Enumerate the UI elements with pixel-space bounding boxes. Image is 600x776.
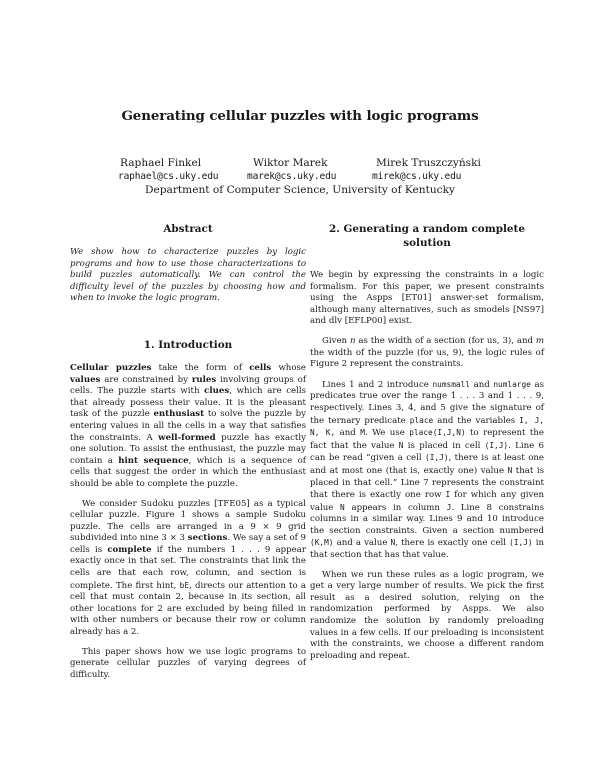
text-run: . Line 8 constrains columns in a similar way. Lines 9 and 10 introduce the section constraints. Given a section numbered <box>310 502 544 536</box>
section2-paragraph-1 <box>310 270 544 328</box>
text-run: if the numbers 1 . . . 9 appear exactly once in that set. The constraints that link the cells are that each row, column, and section is complete. The first hint, <box>70 544 306 591</box>
text-run: and the variables <box>433 415 520 426</box>
bold-term: well-formed <box>158 432 216 443</box>
code-term: N <box>507 465 513 475</box>
text-run: as predicates true over the range 1 . . . 3 and 1 . . . 9, respectively. Lines 3, 4, and 5 give the signature of the ternary predicate <box>310 379 545 426</box>
code-term: I <box>445 490 451 500</box>
bold-term: clues <box>204 386 230 397</box>
text-run: whose <box>271 362 307 373</box>
code-term: numlarge <box>493 379 531 389</box>
abstract-text: We show how to characterize puzzles by logic programs and how to use those characterizations to build puzzles automatically. We can control the difficulty level of the puzzles by choosing how and when to invoke the logic program. <box>70 247 306 304</box>
text-run: that is placed in that cell.” Line 7 represents the constraint that there is exactly one row <box>310 465 545 501</box>
text-run: , which is a sequence of cells that suggest the order in which the enthusiast should be able to complete the puzzle. <box>70 455 306 489</box>
author-marek <box>247 156 336 184</box>
introduction-heading: 1. Introduction <box>143 338 233 351</box>
right-column <box>310 222 544 662</box>
text-run: puzzle has exactly one solution. To assist the enthusiast, the puzzle may contain a <box>70 432 306 466</box>
text-run: as the width of a section (for us, 3), and <box>355 335 536 346</box>
code-term: N <box>390 538 396 548</box>
author-email: mirek@cs.uky.edu <box>372 171 462 182</box>
text-run: Given <box>322 335 350 346</box>
section2-paragraph-3 <box>310 379 544 562</box>
text-run: to solve the puzzle by entering values in all the cells in a way that satisfies the constraints. A <box>70 409 306 443</box>
author-truszczynski <box>372 156 481 184</box>
text-run: in that section that has that value. <box>310 538 544 561</box>
bold-term: cells <box>249 362 272 373</box>
text-run: is placed in cell <box>403 440 485 451</box>
bold-term: enthusiast <box>153 409 205 420</box>
author-name: Raphael Finkel <box>120 157 202 169</box>
code-term: (I,J) <box>484 440 509 450</box>
section2-paragraph-2 <box>310 336 544 371</box>
text-run: are constrained by <box>100 374 192 385</box>
bold-term: hint sequence <box>118 455 189 466</box>
code-term: N <box>340 502 345 512</box>
text-run: the width of the puzzle (for us, 9), the logic rules of Figure 2 represent the constraints. <box>310 347 544 370</box>
text-run: Lines 1 and 2 introduce <box>322 379 433 390</box>
text-run: When we run these rules as a logic program, we get a very large number of results. We pick the first result as a desired solution, relying on the randomization performed by Aspps. We also randomize the solution by randomly preloading values in a few cells. If our preloading is inconsistent with the constraints, we choose a different random preloading and repeat. <box>310 569 544 661</box>
intro-paragraph-3 <box>70 647 306 682</box>
text-run: appears in column <box>344 502 447 513</box>
bold-term: complete <box>107 544 152 555</box>
text-run: to represent the fact that the value <box>310 428 544 451</box>
author-email: raphael@cs.uky.edu <box>118 171 219 182</box>
text-run: involving groups of cells. The puzzle starts with <box>70 374 307 397</box>
text-run: , directs our attention to a cell that must contain 2, because in its section, all other locations for 2 are excluded by being filled in with other numbers or because their row or column already has a 2. <box>70 580 307 638</box>
code-term: (I,J) <box>509 538 533 548</box>
code-term: bE <box>179 580 190 590</box>
text-run: , there is exactly one cell <box>395 538 510 549</box>
code-term: M <box>360 428 365 438</box>
text-run: , there is at least one and at most one (that is, exactly one) value <box>310 453 544 476</box>
code-term: place(I,J,N) <box>409 428 466 438</box>
code-term: numsmall <box>432 379 470 389</box>
math-var: n <box>349 335 356 346</box>
bold-term: sections <box>187 533 228 544</box>
affiliation: Department of Computer Science, University of Kentucky <box>144 184 455 196</box>
bold-term: Cellular puzzles <box>70 362 152 373</box>
intro-paragraph-1 <box>70 363 306 491</box>
text-run: for which any given value <box>310 490 544 513</box>
bold-term: values <box>70 374 101 385</box>
text-run: , which are cells that already possess their value. It is the pleasant task of the puzzle <box>70 386 306 420</box>
text-run: . Line 6 can be read “given a cell <box>310 440 544 464</box>
author-email: marek@cs.uky.edu <box>247 171 337 182</box>
author-name: Mirek Truszczyński <box>376 157 481 169</box>
code-term: N <box>398 440 404 450</box>
code-term: (I,J) <box>425 453 449 463</box>
text-run: . We use <box>364 428 410 439</box>
section2-paragraph-4 <box>310 570 544 663</box>
paper-title: Generating cellular puzzles with logic programs <box>121 108 479 124</box>
text-run: and a value <box>333 538 391 549</box>
code-term: (K,M) <box>310 538 334 548</box>
author-finkel <box>118 156 218 184</box>
text-run: This paper shows how we use logic programs to generate cellular puzzles of varying degrees of difficulty. <box>70 646 306 680</box>
section2-heading: 2. Generating a random complete solution <box>329 223 525 249</box>
text-run: We consider Sudoku puzzles [TFE05] as a typical cellular puzzle. Figure 1 shows a sample Sudoku puzzle. The cells are arranged in a 9 × 9 grid subdivided into nine 3 × 3 <box>70 498 306 544</box>
text-run: We begin by expressing the constraints in a logic formalism. For this paper, we present constraints using the Aspps [ET01] answer-set formalism, although many alternatives, such as smodels [NS97] and dlv [EFLP00] exist. <box>310 270 544 327</box>
math-var: m <box>535 335 544 346</box>
text-run: . We say a set of 9 cells is <box>70 533 307 555</box>
text-run: take the form of <box>151 362 250 373</box>
bold-term: rules <box>191 374 217 385</box>
author-name: Wiktor Marek <box>253 157 328 169</box>
text-run: and <box>335 428 361 439</box>
text-run: and <box>470 379 494 390</box>
abstract-heading: Abstract <box>163 223 213 235</box>
code-term: place <box>409 415 434 425</box>
code-term: J <box>446 502 452 512</box>
code-term: I, J, N, K, <box>310 415 544 438</box>
left-column <box>70 222 306 681</box>
intro-paragraph-2 <box>70 499 306 639</box>
